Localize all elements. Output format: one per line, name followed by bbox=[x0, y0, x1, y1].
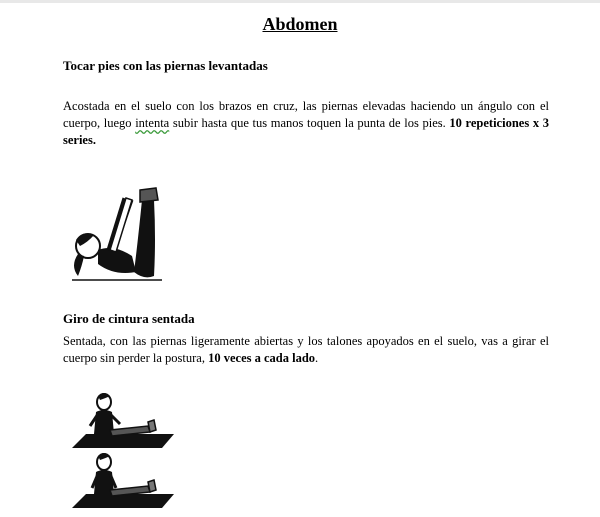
seated-twist-illustration-lower bbox=[64, 450, 176, 512]
exercise-2-text-end: . bbox=[315, 351, 319, 365]
exercise-1-text-b: subir hasta que tus manos toquen la punta de los pies. bbox=[169, 116, 450, 130]
exercise-1-reps: 10 repeticiones x 3 series. bbox=[63, 116, 549, 147]
page-title: Abdomen bbox=[262, 14, 338, 34]
exercise-2-heading: Giro de cintura sentada bbox=[63, 311, 195, 326]
exercise-2-reps: 10 veces a cada lado bbox=[208, 351, 316, 365]
exercise-1-text-a: Acostada en el suelo con los brazos en cruz, las piernas elevadas haciendo un ángulo con el cuerpo, luego bbox=[63, 99, 549, 130]
exercise-1-underlined-word: intenta bbox=[135, 116, 170, 130]
exercise-2-text-a: Sentada, con las piernas ligeramente abiertas y los talones apoyados en el suelo, vas a girar el cuerpo sin perder la postura, bbox=[63, 334, 549, 365]
exercise-1-description bbox=[63, 98, 549, 149]
page-top-edge bbox=[0, 0, 600, 3]
exercise-2-description bbox=[63, 333, 549, 367]
leg-raise-illustration bbox=[62, 180, 174, 285]
exercise-1-heading: Tocar pies con las piernas levantadas bbox=[63, 58, 268, 73]
seated-twist-illustration-upper bbox=[64, 390, 176, 452]
